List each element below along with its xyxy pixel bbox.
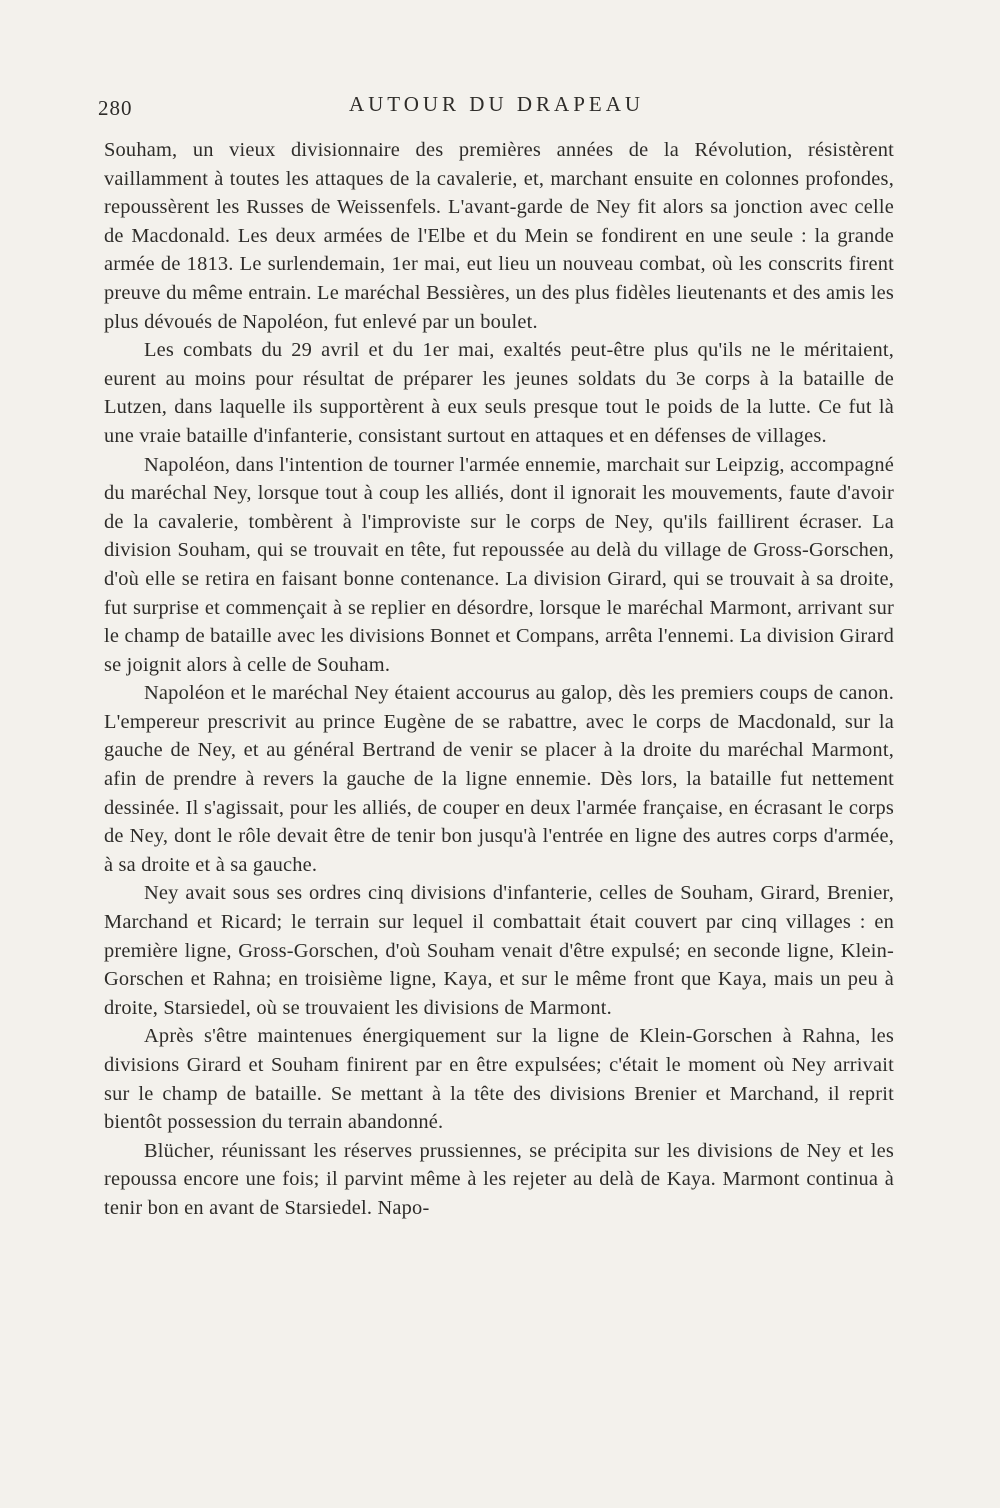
paragraph: Napoléon et le maréchal Ney étaient accourus au galop, dès les premiers coups de canon. L'empereur prescrivit au prince Eugène de se rabattre, avec le corps de Macdonald, sur la gauche de Ney, et au général Bertrand de venir se placer à la droite du maréchal Marmont, afin de prendre à revers la gauche de la ligne ennemie. Dès lors, la bataille fut nettement dessinée. Il s'agissait, pour les alliés, de couper en deux l'armée française, en écrasant le corps de Ney, dont le rôle devait être de tenir bon jusqu'à l'entrée en ligne des autres corps d'armée, à sa droite et à sa gauche. [104,682,894,876]
paragraph: Après s'être maintenues énergiquement sur la ligne de Klein-Gorschen à Rahna, les divisions Girard et Souham finirent par en être expulsées; c'était le moment où Ney arrivait sur le champ de bataille. Se mettant à la tête des divisions Brenier et Marchand, il reprit bientôt possession du terrain abandonné. [104,1025,894,1134]
paragraph: Napoléon, dans l'intention de tourner l'armée ennemie, marchait sur Leipzig, accompagné du maréchal Ney, lorsque tout à coup les alliés, dont il ignorait les mouvements, faute d'avoir de la cavalerie, tombèrent à l'improviste sur le corps de Ney, qu'ils faillirent écraser. La division Souham, qui se trouvait en tête, fut repoussée au delà du village de Gross-Gorschen, d'où elle se retira en faisant bonne contenance. La division Girard, qui se trouvait à sa droite, fut surprise et commençait à se replier en désordre, lorsque le maréchal Marmont, arrivant sur le champ de bataille avec les divisions Bonnet et Compans, arrêta l'ennemi. La division Girard se joignit alors à celle de Souham. [104,453,894,676]
paragraph: Les combats du 29 avril et du 1er mai, exaltés peut-être plus qu'ils ne le méritaient, eurent au moins pour résultat de préparer les jeunes soldats du 3e corps à la bataille de Lutzen, dans laquelle ils supportèrent à eux seuls presque tout le poids de la lutte. Ce fut là une vraie bataille d'infanterie, consistant surtout en attaques et en défenses de villages. [104,339,894,447]
page-number: 280 [98,96,133,120]
paragraph: Ney avait sous ses ordres cinq divisions d'infanterie, celles de Souham, Girard, Brenier, Marchand et Ricard; le terrain sur lequel il combattait était couvert par cinq villages : en première ligne, Gross-Gorschen, d'où Souham venait d'être expulsé; en seconde ligne, Klein-Gorschen et Rahna; en troisième ligne, Kaya, et sur le même front que Kaya, mais un peu à droite, Starsiedel, où se trouvaient les divisions de Marmont. [104,882,894,1019]
paragraph: Blücher, réunissant les réserves prussiennes, se précipita sur les divisions de Ney et les repoussa encore une fois; il parvint même à les rejeter au delà de Kaya. Marmont continua à tenir bon en avant de Starsiedel. Napo- [104,1139,894,1219]
running-title: AUTOUR DU DRAPEAU [348,92,645,116]
page-header [98,88,895,122]
paragraph: Souham, un vieux divisionnaire des premières années de la Révolution, résistèrent vaillamment à toutes les attaques de la cavalerie, et, marchant ensuite en colonnes profondes, repoussèrent les Russes de Weissenfels. L'avant-garde de Ney fit alors sa jonction avec celle de Macdonald. Les deux armées de l'Elbe et du Mein se fondirent en une seule : la grande armée de 1813. Le surlendemain, 1er mai, eut lieu un nouveau combat, où les conscrits firent preuve du même entrain. Le maréchal Bessières, un des plus fidèles lieutenants et des amis les plus dévoués de Napoléon, fut enlevé par un boulet. [104,139,894,333]
body-text [104,136,894,1223]
